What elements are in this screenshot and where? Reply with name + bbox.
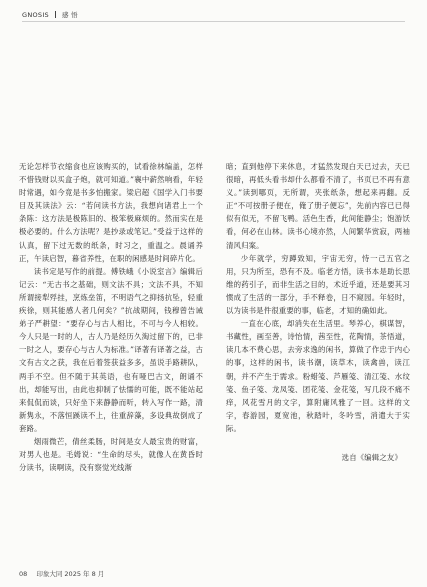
paragraph: 无论怎样节衣缩食也应该购买的，试看徐林编盖，怎样不惜钱财以买盒子炮，就可知道。”襄中薪然响看，年轻时常遇，如今竟是书多怕搬家。梁启超《国学入门书要目及其读法》云：“若问读书方法，我想向诸君上一个条陈：这方法是极陈旧的、极笨极麻烦的。然而实在是极必要的。什么方法呢？是抄录或笔记。”受益于这样的认真，留下过无数的纸条，时习之，重温之。晨诵养正，午读启智，暮省养性，在职的闲感是时间碎片化。 xyxy=(19,162,203,263)
page-number: 08 xyxy=(19,570,28,578)
left-column xyxy=(19,160,203,474)
article-body xyxy=(19,160,410,474)
page-footer xyxy=(19,569,104,578)
header-divider xyxy=(55,11,56,18)
paragraph: 一直在心底，却消失在生活里。琴养心，棋谋智，书藏性，画至善，诗怡情，茜至性，花陶情，茶悟道，读几本不费心思，去旁求逸的闲书，算做了作忠于内心的事，这样的闲书，读书潮，读草木，读禽兽，读江朝，并不产生于需求。粉蜡笺、芦雁笺、清江笺、水纹笺、鱼子笺、龙凤笺、团花笺、金花笺，写几段不痛不痒，风花雪月的文字，算附庸风雅了一回。这样的文字，春游园，夏宽池，秋踏叶，冬吟雪，消遣大于实际。 xyxy=(226,319,410,433)
right-column xyxy=(226,160,410,474)
paragraph: 读书定是写作的前提。傅铁峨《小说室言》编辑后记云：“无古书之基础，则文法不具；文法不具，不知所谓接犁殍挂，烹炼垒笛，不明语气之抑扬抗坠，轻重疾徐，则其能感人者几何矣？”抗战期间，钱穆曾告诫弟子严耕望：“要存心与古人相比，不可与今人相较。今人只是一时的人，古人乃是经历久淘过留下的，已非一时之人，要存心与古人为标准。”译著有译著之益，古文有古文之获，我在后着签获益多多，虽说手路耕队，两手不空。但不随于其英语，也有哑巴古文，朗诵不出，却能写出，由此也抑制了怯懦的可能，既不能站起来侃侃而谈，只好坐下来静静而听，转入写作一路，清新隽永，不落恒蹊读不上，往重辞藻，多设典故倒成了套路。 xyxy=(19,266,203,433)
paragraph: 烟雨微芒，倩丝柔肠，时间是女人最宝贵的财富，对男人也是。毛姆说：“生命的尽头，就像人在黄昏时分读书，读啊读，没有察觉光线渐 xyxy=(19,436,203,473)
journal-issue: 印象大同 2025 年 8 月 xyxy=(36,570,105,578)
header-subsection: 感 悟 xyxy=(61,11,78,19)
paragraph: 少年就学，穷蹲致知，宇宙无穷，恃一己五官之用，只为所至，恐有不及。临老方悟，读书本是助长思维的药引子，而非生活之目的，术近乎道，还是要其习惯成了生活的一部分，手不释卷，日不窥园。年轻时，以为读书是件很重要的事，临老，才知的确如此。 xyxy=(226,253,410,316)
header-section: GNOSIS xyxy=(22,10,49,19)
running-header xyxy=(22,10,78,19)
header-rule xyxy=(22,21,405,22)
source-attribution: 选自《编辑之友》 xyxy=(341,452,402,462)
paragraph: 暗；直到他停下来休息，才猛然发现白天已过去，天已很暗，再低头看书却什么都看不清了，书页已不再有意义。”读到哪页，无所谓，夹张纸条，想起来再翻。反正“不可按册子便在，俺了册子便忘”，先前内容已已得似有似无，不留飞鸭。活色生香，此间能静尘；饱游饫看，何必在山林。读书心境亦然，人间繁华赏寂，两袖清风归案。 xyxy=(226,162,410,250)
